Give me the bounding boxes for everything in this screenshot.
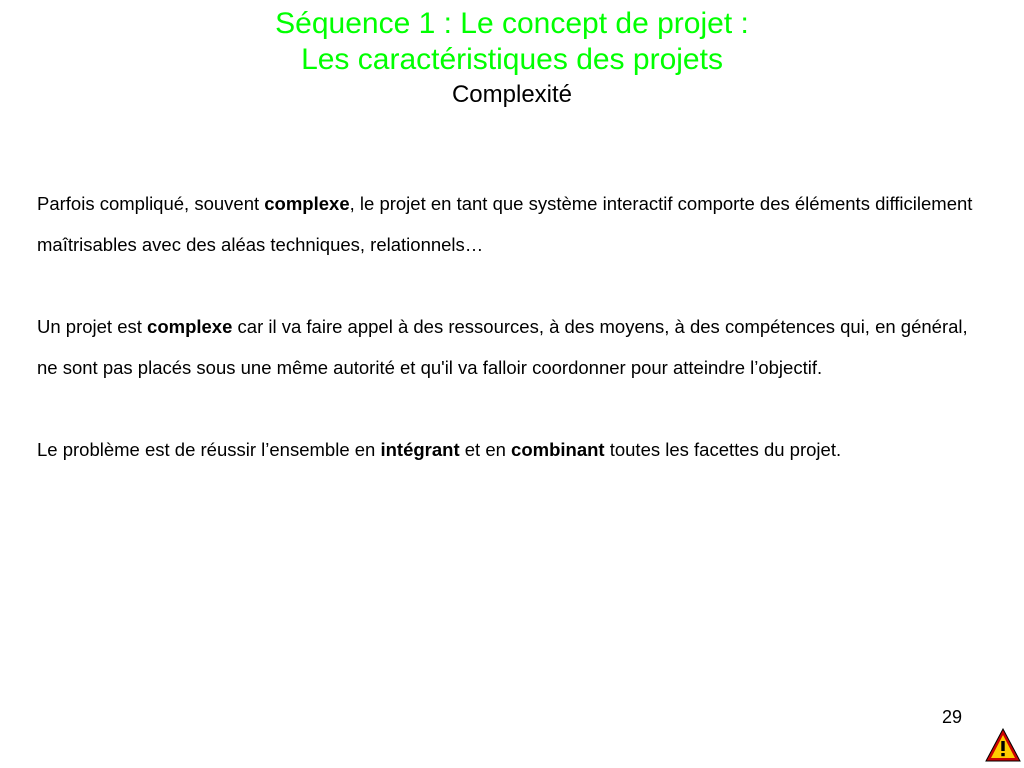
paragraph-2-text-b: car il va faire appel à des ressources, à des moyens, à des compétences qui, en général, ne sont pas placés sous une même autorité et qu'il va falloir coordonner pour atteindre l’objectif. xyxy=(37,316,968,378)
paragraph-3-text-b: et en xyxy=(459,439,512,460)
paragraph-2-text-a: Un projet est xyxy=(37,316,148,337)
paragraph-3-text-c: toutes les facettes du projet. xyxy=(604,439,842,460)
title-line-1: Séquence 1 : Le concept de projet : xyxy=(275,7,749,40)
body-text xyxy=(37,183,977,470)
paragraph-3 xyxy=(37,429,977,470)
title-block xyxy=(0,6,1024,110)
paragraph-1-bold: complexe xyxy=(264,193,350,214)
page-number: 29 xyxy=(941,707,962,727)
paragraph-1-text-a: Parfois compliqué, souvent xyxy=(37,193,265,214)
paragraph-3-text-a: Le problème est de réussir l’ensemble en xyxy=(37,439,381,460)
title-line-2: Les caractéristiques des projets xyxy=(301,43,723,76)
subtitle: Complexité xyxy=(451,81,573,108)
paragraph-3-bold-2: combinant xyxy=(511,439,605,460)
paragraph-2 xyxy=(37,306,977,388)
paragraph-1 xyxy=(37,183,977,265)
warning-triangle-icon[interactable] xyxy=(985,728,1021,762)
paragraph-1-text-b: , le projet en tant que système interactif comporte des éléments difficilement maîtrisables avec des aléas techniques, relationnels… xyxy=(37,193,973,255)
paragraph-3-bold-1: intégrant xyxy=(380,439,460,460)
paragraph-2-bold: complexe xyxy=(147,316,233,337)
